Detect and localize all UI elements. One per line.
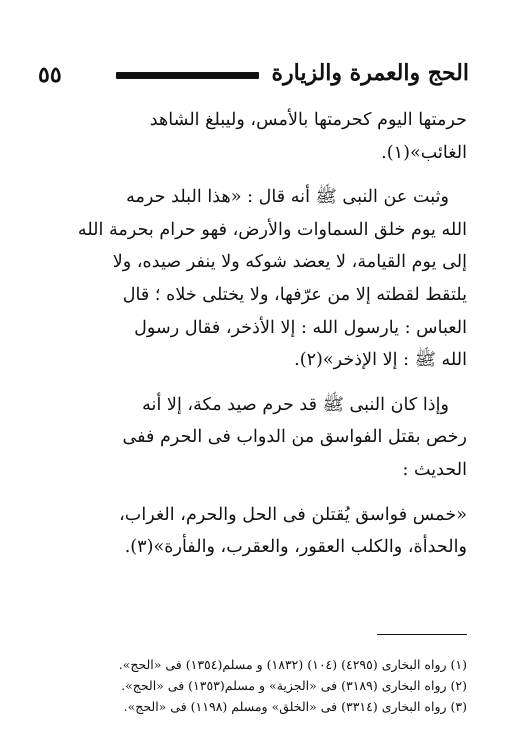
body-text [36,104,467,564]
footnotes [30,654,467,717]
paragraph-4 [36,499,467,564]
text-line: الحديث : [402,459,467,480]
footnote-3: (٣) رواه البخارى (٣٣١٤) فى «الخلق» ومسلم (١١٩٨) فى «الحج». [123,699,467,714]
text-line: وإذا كان النبى ﷺ قد حرم صيد مكة، إلا أنه [142,394,449,415]
text-line: «خمس فواسق يُقتلن فى الحل والحرم، الغراب، [119,504,467,525]
text-line: الله يوم خلق السماوات والأرض، فهو حرام بحرمة الله [77,219,467,240]
page-header [38,58,469,92]
text-line: يلتقط لقطته إلا من عرّفها، ولا يختلى خلاه ؛ قال [122,284,467,305]
book-title: الحج والعمرة والزيارة [271,60,469,86]
header-rule [116,72,259,79]
text-line: والحدأة، والكلب العقور، والعقرب، والفأرة»(٣). [124,537,467,558]
paragraph-2 [36,181,467,377]
footnote-2: (٢) رواه البخارى (٣١٨٩) فى «الجزية» و مسلم(١٣٥٣) فى «الحج». [121,678,467,693]
footnote-1: (١) رواه البخارى (٤٢٩٥) (١٠٤) (١٨٣٢) و مسلم(١٣٥٤) فى «الحج». [118,657,467,672]
page-number: ٥٥ [38,62,62,88]
text-line: إلى يوم القيامة، لا يعضد شوكه ولا ينفر صيده، ولا [112,252,467,273]
footnote-separator [377,634,467,635]
text-line: الغائب»(١). [381,142,467,163]
text-line: وثبت عن النبى ﷺ أنه قال : «هذا البلد حرمه [126,187,449,208]
paragraph-3 [36,389,467,487]
text-line: الله ﷺ : إلا الإذخر»(٢). [294,350,467,371]
paragraph-1 [36,104,467,169]
text-line: حرمتها اليوم كحرمتها بالأمس، وليبلغ الشاهد [149,110,467,130]
text-line: رخص بقتل الفواسق من الدواب فى الحرم ففى [122,427,467,448]
text-line: العباس : يارسول الله : إلا الأذخر، فقال رسول [134,317,467,338]
